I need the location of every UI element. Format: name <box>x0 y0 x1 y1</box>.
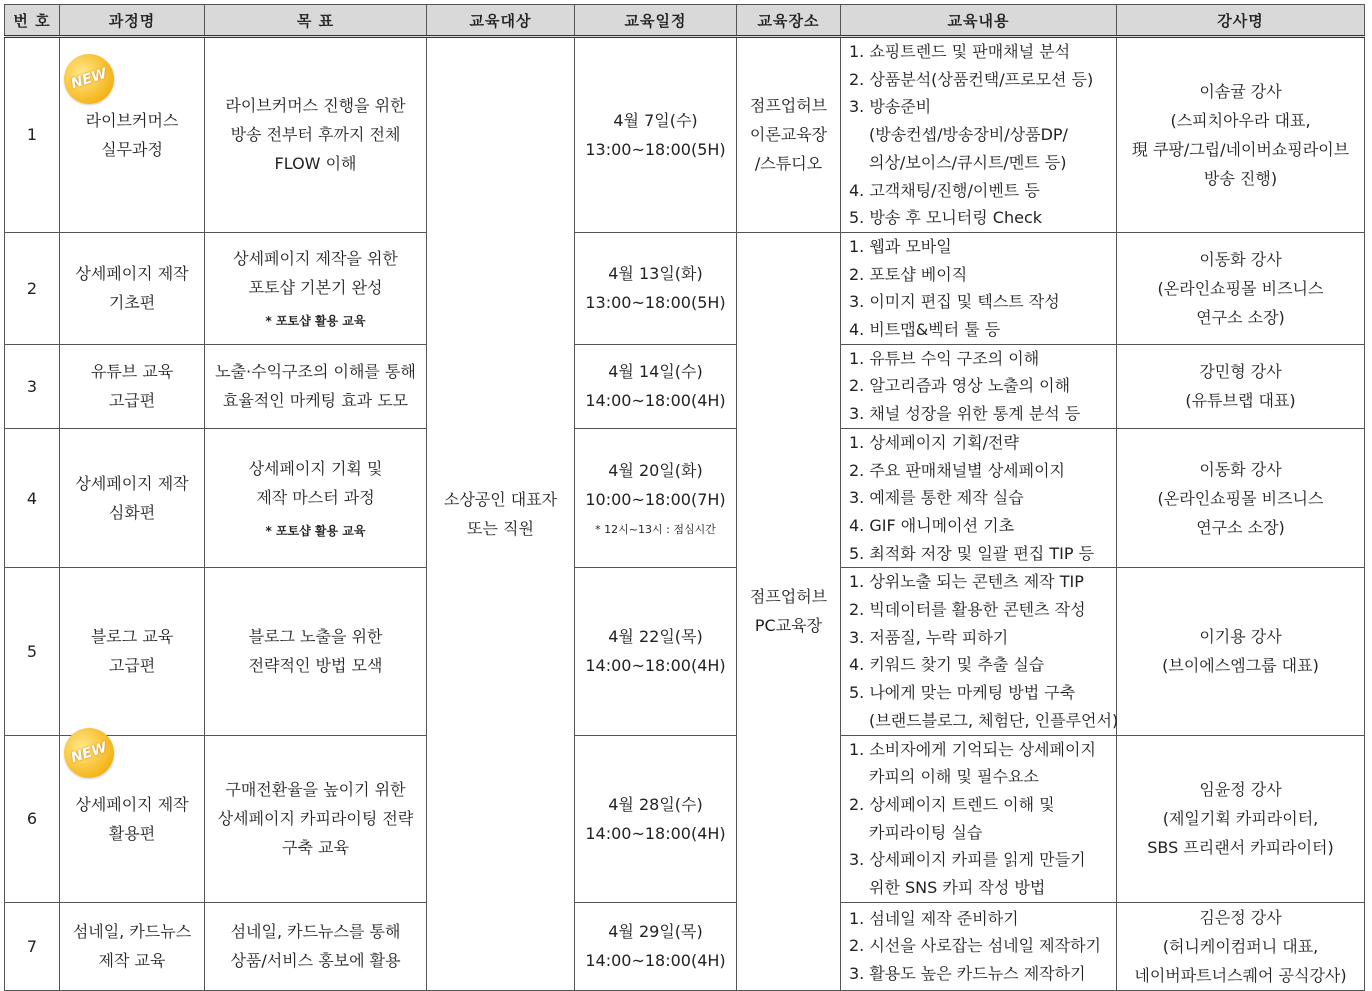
goal-line: 포토샵 기본기 완성 <box>248 278 383 298</box>
header-target: 교육대상 <box>427 5 575 37</box>
course-name-line: 심화편 <box>108 503 156 523</box>
course-name-line: 섬네일, 카드뉴스 <box>72 922 192 942</box>
goal-line: 전략적인 방법 모색 <box>248 656 383 676</box>
content-line: 2. 주요 판매채널별 상세페이지 <box>849 460 1065 480</box>
row-number: 3 <box>5 344 60 428</box>
course-name-cell <box>60 428 205 568</box>
schedule-date: 4월 29일(목) <box>608 922 703 942</box>
instructor-line: 방송 진행) <box>1203 168 1278 188</box>
header-place: 교육장소 <box>737 5 841 37</box>
content-cell <box>841 902 1117 990</box>
schedule-cell <box>575 37 737 233</box>
goal-cell <box>205 344 427 428</box>
place-line: 점프업허브 <box>749 587 828 607</box>
instructor-line: (스피치아우라 대표, <box>1170 110 1311 130</box>
content-cell <box>841 735 1117 902</box>
goal-note: * 포토샵 활용 교육 <box>265 524 366 539</box>
content-line: 2. 포토샵 베이직 <box>849 264 968 284</box>
goal-line: 제작 마스터 과정 <box>256 488 375 508</box>
row-number: 6 <box>5 735 60 902</box>
header-goal: 목 표 <box>205 5 427 37</box>
target-line: 또는 직원 <box>467 518 534 538</box>
course-name-cell <box>60 37 205 233</box>
goal-cell <box>205 232 427 344</box>
content-line: 2. 시선을 사로잡는 섬네일 제작하기 <box>849 936 1101 956</box>
goal-line: 노출·수익구조의 이해를 통해 <box>215 362 416 382</box>
content-line: 카피의 이해 및 필수요소 <box>869 767 1039 787</box>
instructor-line: 네이버파트너스퀘어 공식강사) <box>1134 965 1347 985</box>
goal-line: 방송 전부터 후까지 전체 <box>230 125 401 145</box>
instructor-cell <box>1117 232 1365 344</box>
place-line: /스튜디오 <box>754 154 823 174</box>
schedule-date: 4월 22일(목) <box>608 627 703 647</box>
schedule-date: 4월 14일(수) <box>608 362 703 382</box>
content-line: 3. 상세페이지 카피를 읽게 만들기 <box>849 850 1086 870</box>
content-line: 1. 상위노출 되는 콘텐츠 제작 TIP <box>849 572 1084 592</box>
schedule-cell <box>575 735 737 902</box>
content-line: 1. 섬네일 제작 준비하기 <box>849 908 1019 928</box>
content-line: 5. 나에게 맞는 마케팅 방법 구축 <box>849 683 1076 703</box>
place-cell <box>737 232 841 990</box>
instructor-cell <box>1117 735 1365 902</box>
content-cell <box>841 37 1117 233</box>
goal-line: 상세페이지 카피라이팅 전략 <box>217 809 414 829</box>
course-name-line: 상세페이지 제작 <box>75 474 189 494</box>
goal-cell <box>205 428 427 568</box>
content-line: 3. 채널 성장을 위한 통계 분석 등 <box>849 404 1081 424</box>
course-name-cell <box>60 902 205 990</box>
course-name-line: 상세페이지 제작 <box>75 264 189 284</box>
instructor-line: (유튜브랩 대표) <box>1185 391 1296 411</box>
content-line: 3. 활용도 높은 카드뉴스 제작하기 <box>849 964 1086 984</box>
content-cell <box>841 428 1117 568</box>
schedule-cell <box>575 568 737 735</box>
course-name-line: 유튜브 교육 <box>90 362 174 382</box>
instructor-cell <box>1117 568 1365 735</box>
content-line: 3. 저품질, 누락 피하기 <box>849 627 1009 647</box>
instructor-line: (제일기획 카피라이터, <box>1162 809 1319 829</box>
content-cell <box>841 568 1117 735</box>
row-number: 2 <box>5 232 60 344</box>
content-line: 위한 SNS 카피 작성 방법 <box>869 878 1046 898</box>
place-line: 점프업허브 <box>749 96 828 116</box>
goal-line: 구축 교육 <box>282 838 349 858</box>
table-row <box>5 902 1365 990</box>
instructor-line: 연구소 소장) <box>1196 307 1285 327</box>
place-line: PC교육장 <box>754 616 823 636</box>
content-line: 4. 키워드 찾기 및 추출 실습 <box>849 655 1045 675</box>
course-name-cell <box>60 232 205 344</box>
content-line: 3. 이미지 편집 및 텍스트 작성 <box>849 292 1060 312</box>
goal-cell <box>205 568 427 735</box>
schedule-cell <box>575 902 737 990</box>
instructor-line: (온라인쇼핑몰 비즈니스 <box>1157 278 1324 298</box>
schedule-date: 4월 20일(화) <box>608 461 703 481</box>
goal-line: 상세페이지 기획 및 <box>248 459 383 479</box>
goal-line: 라이브커머스 진행을 위한 <box>225 96 406 116</box>
schedule-time: 14:00~18:00(4H) <box>585 656 726 676</box>
instructor-line: (브이에스엠그룹 대표) <box>1162 656 1319 676</box>
header-instructor: 강사명 <box>1117 5 1365 37</box>
instructor-line: 現 쿠팡/그립/네이버쇼핑라이브 <box>1131 139 1350 159</box>
schedule-date: 4월 28일(수) <box>608 794 703 814</box>
content-line: 2. 상품분석(상품컨택/프로모션 등) <box>849 69 1094 89</box>
header-course: 과정명 <box>60 5 205 37</box>
content-line: 1. 소비자에게 기억되는 상세페이지 <box>849 739 1096 759</box>
course-schedule-table <box>4 4 1365 991</box>
row-number: 4 <box>5 428 60 568</box>
goal-line: 섬네일, 카드뉴스를 통해 <box>230 922 401 942</box>
goal-cell <box>205 37 427 233</box>
target-line: 소상공인 대표자 <box>443 489 558 509</box>
place-line: 이론교육장 <box>749 125 828 145</box>
course-name-cell <box>60 344 205 428</box>
header-row <box>5 5 1365 37</box>
course-name-line: 기초편 <box>108 293 156 313</box>
course-name-line: 고급편 <box>108 656 156 676</box>
instructor-line: 김은정 강사 <box>1199 907 1282 927</box>
schedule-time: 10:00~18:00(7H) <box>585 490 726 510</box>
new-badge-icon: NEW <box>57 47 120 110</box>
instructor-line: 이동화 강사 <box>1199 249 1282 269</box>
schedule-time: 13:00~18:00(5H) <box>585 293 726 313</box>
content-line: 5. 최적화 저장 및 일괄 편집 TIP 등 <box>849 543 1095 563</box>
table-row <box>5 232 1365 344</box>
content-cell <box>841 232 1117 344</box>
goal-line: 상품/서비스 홍보에 활용 <box>230 951 401 971</box>
table-row <box>5 37 1365 233</box>
content-line: 1. 유튜브 수익 구조의 이해 <box>849 348 1040 368</box>
row-number: 7 <box>5 902 60 990</box>
goal-cell <box>205 902 427 990</box>
table-row <box>5 568 1365 735</box>
course-name-line: 블로그 교육 <box>90 627 174 647</box>
content-line: 카피라이팅 실습 <box>869 822 983 842</box>
course-name-line: 상세페이지 제작 <box>75 794 189 814</box>
header-no: 번 호 <box>5 5 60 37</box>
content-line: 2. 알고리즘과 영상 노출의 이해 <box>849 376 1071 396</box>
instructor-cell <box>1117 902 1365 990</box>
instructor-cell <box>1117 37 1365 233</box>
content-line: 의상/보이스/큐시트/멘트 등) <box>869 152 1067 172</box>
table-row <box>5 735 1365 902</box>
content-line: 3. 예제를 통한 제작 실습 <box>849 488 1024 508</box>
instructor-cell <box>1117 428 1365 568</box>
header-content: 교육내용 <box>841 5 1117 37</box>
schedule-time: 14:00~18:00(4H) <box>585 391 726 411</box>
course-name-cell <box>60 568 205 735</box>
schedule-cell <box>575 428 737 568</box>
place-cell <box>737 37 841 233</box>
course-name-line: 제작 교육 <box>98 951 166 971</box>
instructor-line: 강민형 강사 <box>1199 362 1282 382</box>
instructor-line: (허니케이컴퍼니 대표, <box>1162 936 1319 956</box>
table-row <box>5 344 1365 428</box>
schedule-note: * 12시~13시 : 점심시간 <box>595 523 716 537</box>
row-number: 1 <box>5 37 60 233</box>
course-name-line: 실무과정 <box>101 139 163 159</box>
content-line: (방송컨셉/방송장비/상품DP/ <box>869 125 1068 145</box>
content-cell <box>841 344 1117 428</box>
schedule-time: 14:00~18:00(4H) <box>585 823 726 843</box>
course-name-line: 라이브커머스 <box>85 110 179 130</box>
content-line: 2. 빅데이터를 활용한 콘텐츠 작성 <box>849 600 1086 620</box>
schedule-time: 13:00~18:00(5H) <box>585 139 726 159</box>
content-line: 4. 비트맵&벡터 툴 등 <box>849 320 1001 340</box>
instructor-line: 임윤정 강사 <box>1199 780 1282 800</box>
goal-line: FLOW 이해 <box>274 154 357 174</box>
schedule-date: 4월 13일(화) <box>608 264 703 284</box>
content-line: 1. 웹과 모바일 <box>849 236 952 256</box>
goal-cell <box>205 735 427 902</box>
goal-line: 블로그 노출을 위한 <box>248 627 383 647</box>
instructor-cell <box>1117 344 1365 428</box>
row-number: 5 <box>5 568 60 735</box>
goal-line: 상세페이지 제작을 위한 <box>233 249 398 269</box>
goal-line: 구매전환율을 높이기 위한 <box>225 780 406 800</box>
course-name-cell <box>60 735 205 902</box>
content-line: (브랜드블로그, 체험단, 인플루언서) <box>869 710 1119 730</box>
content-line: 1. 쇼핑트렌드 및 판매채널 분석 <box>849 42 1071 61</box>
content-line: 4. 고객채팅/진행/이벤트 등 <box>849 180 1040 200</box>
goal-note: * 포토샵 활용 교육 <box>265 314 366 329</box>
instructor-line: 연구소 소장) <box>1196 517 1285 537</box>
instructor-line: 이동화 강사 <box>1199 459 1282 479</box>
goal-line: 효율적인 마케팅 효과 도모 <box>222 391 409 411</box>
content-line: 1. 상세페이지 기획/전략 <box>849 432 1019 452</box>
target-cell <box>427 37 575 991</box>
table-body <box>5 37 1365 991</box>
instructor-line: (온라인쇼핑몰 비즈니스 <box>1157 488 1324 508</box>
schedule-cell <box>575 344 737 428</box>
schedule-date: 4월 7일(수) <box>613 110 698 130</box>
instructor-line: SBS 프리랜서 카피라이터) <box>1147 838 1334 858</box>
table-row <box>5 428 1365 568</box>
course-name-line: 활용편 <box>108 823 156 843</box>
content-line: 3. 방송준비 <box>849 97 932 117</box>
instructor-line: 이기용 강사 <box>1199 627 1282 647</box>
header-schedule: 교육일정 <box>575 5 737 37</box>
content-line: 4. GIF 애니메이션 기초 <box>849 515 1015 535</box>
content-line: 2. 상세페이지 트렌드 이해 및 <box>849 794 1055 814</box>
schedule-time: 14:00~18:00(4H) <box>585 951 726 971</box>
content-line: 5. 방송 후 모니터링 Check <box>849 208 1043 228</box>
course-name-line: 고급편 <box>108 391 156 411</box>
instructor-line: 이솜귤 강사 <box>1199 81 1282 101</box>
schedule-cell <box>575 232 737 344</box>
new-badge-icon: NEW <box>57 721 120 784</box>
